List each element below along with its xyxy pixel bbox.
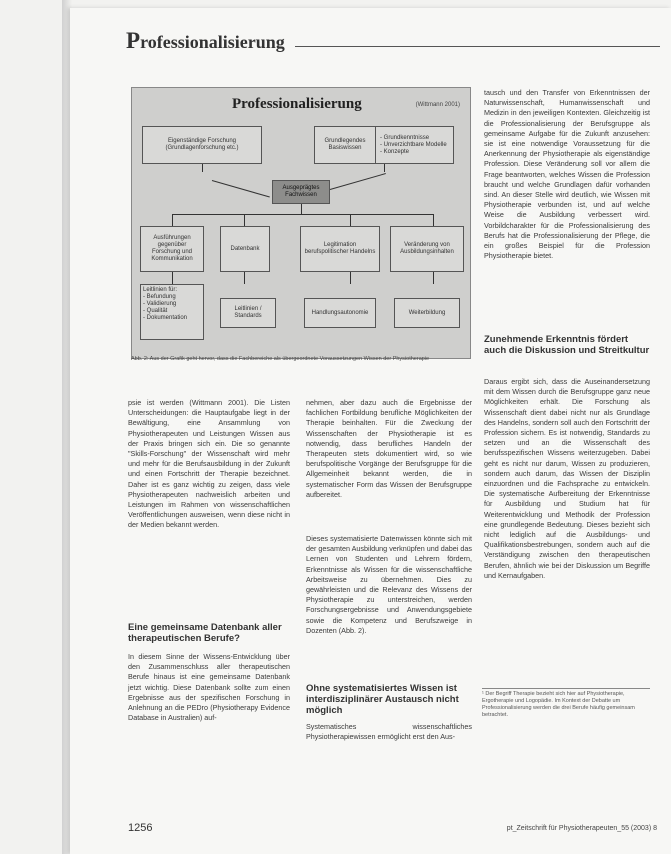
section-title xyxy=(126,28,285,54)
box-specialized-knowledge: Ausgeprägtes Fachwissen xyxy=(272,180,330,204)
box-database: Datenbank xyxy=(220,226,270,272)
left-column-text-2 xyxy=(128,652,290,723)
right-column-text xyxy=(484,88,650,261)
heading-systematized-knowledge: Ohne systematisiertes Wissen ist interdisziplinärer Austausch nicht möglich xyxy=(306,683,459,716)
box-legitimation: Legitimation berufspolitischer Handelns xyxy=(300,226,380,272)
figure-caption: Abb. 2: Aus der Grafik geht hervor, dass die Fachbereiche als übergeordnete Voraussetzungen Wissen der Physiotherapie xyxy=(131,356,430,362)
paragraph: Systematisches wissenschaftliches Physiotherapiewissen ermöglicht erst den Aus- xyxy=(306,722,472,742)
diagram-title: Professionalisierung xyxy=(232,96,362,112)
footnote: ¹ Der Begriff Therapie bezieht sich hier auf Physiotherapie, Ergotherapie und Logopädie. Im Kontext der Debatte um Professionalisierung werden die drei Berufe häufig gemeinsam betrachtet. xyxy=(482,688,650,719)
branch-line xyxy=(172,214,434,215)
connector xyxy=(244,272,245,284)
box-guidelines-list: Leitlinien für: - Befundung - Validierung - Qualität - Dokumentation xyxy=(140,284,204,340)
paragraph: tausch und den Transfer von Erkenntnissen der Naturwissenschaft, Humanwissenschaft und Medizin in den jeweiligen Kontexten. Gleichzeitig ist die Professionalisierung der Berufsgruppe als gemeinsame Aufgabe für die Zukunft anzusehen: sie ist eine notwendige Voraussetzung für die Anerkennung der Physiotherapie als eigenständige Profession. Diese Veränderung soll vor allem die Frage beantworten, welches Wissen die Profession braucht und welche Grundlagen dafür vorhanden sind. An dieser Stelle wird deutlich, wie Wissen mit Physiotherapie verbunden ist, und auf welche Weise die Ausbildung verbessert wird. Vorbildcharakter für die Professionalisierung des Berufs hat die Professionalisierung der Pflege, die ein großes Beispiel für die Profession Physiotherapie bietet. xyxy=(484,88,650,261)
connector xyxy=(172,214,173,226)
box-independent-research: Eigenständige Forschung (Grundlagenforschung etc.) xyxy=(142,126,262,164)
box-basic-knowledge-list: - Grundkenntnisse - Unverzichtbare Modelle - Konzepte xyxy=(380,134,447,155)
middle-column-text xyxy=(306,398,472,500)
connector xyxy=(433,214,434,226)
heading-shared-database: Eine gemeinsame Datenbank aller therapeutischen Berufe? xyxy=(128,622,282,644)
middle-column-text-2 xyxy=(306,534,472,636)
heading-increasing-knowledge: Zunehmende Erkenntnis fördert auch die Diskussion und Streitkultur xyxy=(484,334,650,356)
middle-column-text-3 xyxy=(306,722,472,742)
connector xyxy=(350,272,351,284)
box-autonomy: Handlungsautonomie xyxy=(304,298,376,328)
page-number: 1256 xyxy=(128,822,153,834)
section-title-initial: P xyxy=(126,28,141,53)
connector xyxy=(433,272,434,284)
box-standards: Leitlinien / Standards xyxy=(220,298,276,328)
connector xyxy=(244,214,245,226)
box-education-change: Veränderung von Ausbildungsinhalten xyxy=(390,226,464,272)
title-rule xyxy=(295,46,660,47)
paragraph: In diesem Sinne der Wissens-Entwicklung über den Zusammenschluss aller therapeutischen Berufe hinaus ist eine gemeinsame Datenbank jetzt wichtig. Diese Datenbank sollte zum einen Ergebnisse aus der spezifischen Forschung in Anlehnung an die PEDro (Physiotherapy Evidence Database in Australien) auf- xyxy=(128,652,290,723)
connector xyxy=(172,272,173,284)
professionalization-diagram xyxy=(131,87,471,359)
box-basic-knowledge xyxy=(314,126,454,164)
arrow-right xyxy=(330,173,386,190)
diagram-source: (Wittmann 2001) xyxy=(415,102,460,108)
box-basic-knowledge-label: Grundlegendes Basiswissen xyxy=(315,127,376,163)
box-research-communication: Ausführungen gegenüber Forschung und Kommunikation xyxy=(140,226,204,272)
connector xyxy=(202,164,203,172)
connector xyxy=(350,214,351,226)
right-column-text-2 xyxy=(484,377,650,581)
paragraph: Daraus ergibt sich, dass die Auseinandersetzung mit dem Wissen durch die Berufsgruppe ganz neue Möglichkeiten erhält. Die Forschung als Wissenschaft dient dabei nicht nur als Grundlage des Handelns, sondern soll auch den Fortschritt der Profession sichern. Es ist notwendig, Standards zu setzen und an die Wissenschaft des berufsspezifischen Wissens weiterzugeben. Dabei geht es nicht nur darum, Wissen zu produzieren, sondern auch darum, das Wissen der Disziplin einzuordnen und die Fachsprache zu entwickeln. Die systematische Aufbereitung der Erkenntnisse für Ausbildung und Studium hat für Weiterentwicklung und Methodik der Profession eine grundlegende Bedeutung. Dieses bezieht sich nicht lediglich auf die Ausbildungs- und Qualifikationsbestrebungen, sondern auch auf die Verständigung zwischen den therapeutischen Berufen, ähnlich wie bei der Diskussion um Begriffe und Kernaufgaben. xyxy=(484,377,650,580)
left-column-text xyxy=(128,398,290,531)
paragraph: Dieses systematisierte Datenwissen könnte sich mit der gesamten Ausbildung verknüpfen und dabei das Lernen von Studenten und Lehrern fördern, Erkenntnisse als Wissen für die wissenschaftliche Arbeitsweise zu übernehmen. Dies zu gewährleisten und die Relevanz des Wissens der Physiotherapie zu unterstreichen, werden Forschungsergebnisse und Anwendungsgebiete sowie die Kompetenz und Berufszweige in Dozenten (Abb. 2). xyxy=(306,534,472,635)
box-further-training: Weiterbildung xyxy=(394,298,460,328)
connector xyxy=(301,204,302,214)
arrow-left xyxy=(212,180,270,197)
journal-reference: pt_Zeitschrift für Physiotherapeuten_55 (2003) 8 xyxy=(506,825,657,832)
paragraph: nehmen, aber dazu auch die Ergebnisse der fachlichen Fortbildung berufliche Möglichkeiten der Therapie beinhalten. Für die Zweckung der Wissenschaften der Physiotherapie ist es notwendig, dass berufliches Handeln der Therapeuten stets dokumentiert wird, so wie berufspolitische Vorgänge der Berufsgruppe für die Allgemeinheit bekannt werden, die in systematischer Form das Wissen der Berufsgruppe aufbereitet. xyxy=(306,398,472,499)
paragraph: psie ist werden (Wittmann 2001). Die Listen Unterscheidungen: die Hauptaufgabe liegt in der Bewältigung, eine Ansammlung von Physiotherapeuten und Leistungen Wissen aus der Praxis bringen sich ein. Die so genannte "Skills-Forschung" der Wissenschaft wird mehr und mehr für die Berufsausbildung in der Zukunft und einen Fortschritt der Therapie bezeichnet. Daher ist es ganz wichtig zu zeigen, dass viele Physiotherapeuten nachweislich arbeiten und Leistungen im Rahmen von wissenschaftlichen Veröffentlichungen ausweisen, wenn diese nicht in der Medien bekannt werden. xyxy=(128,398,290,530)
connector xyxy=(384,164,385,172)
section-title-rest: rofessionalisierung xyxy=(140,32,285,52)
